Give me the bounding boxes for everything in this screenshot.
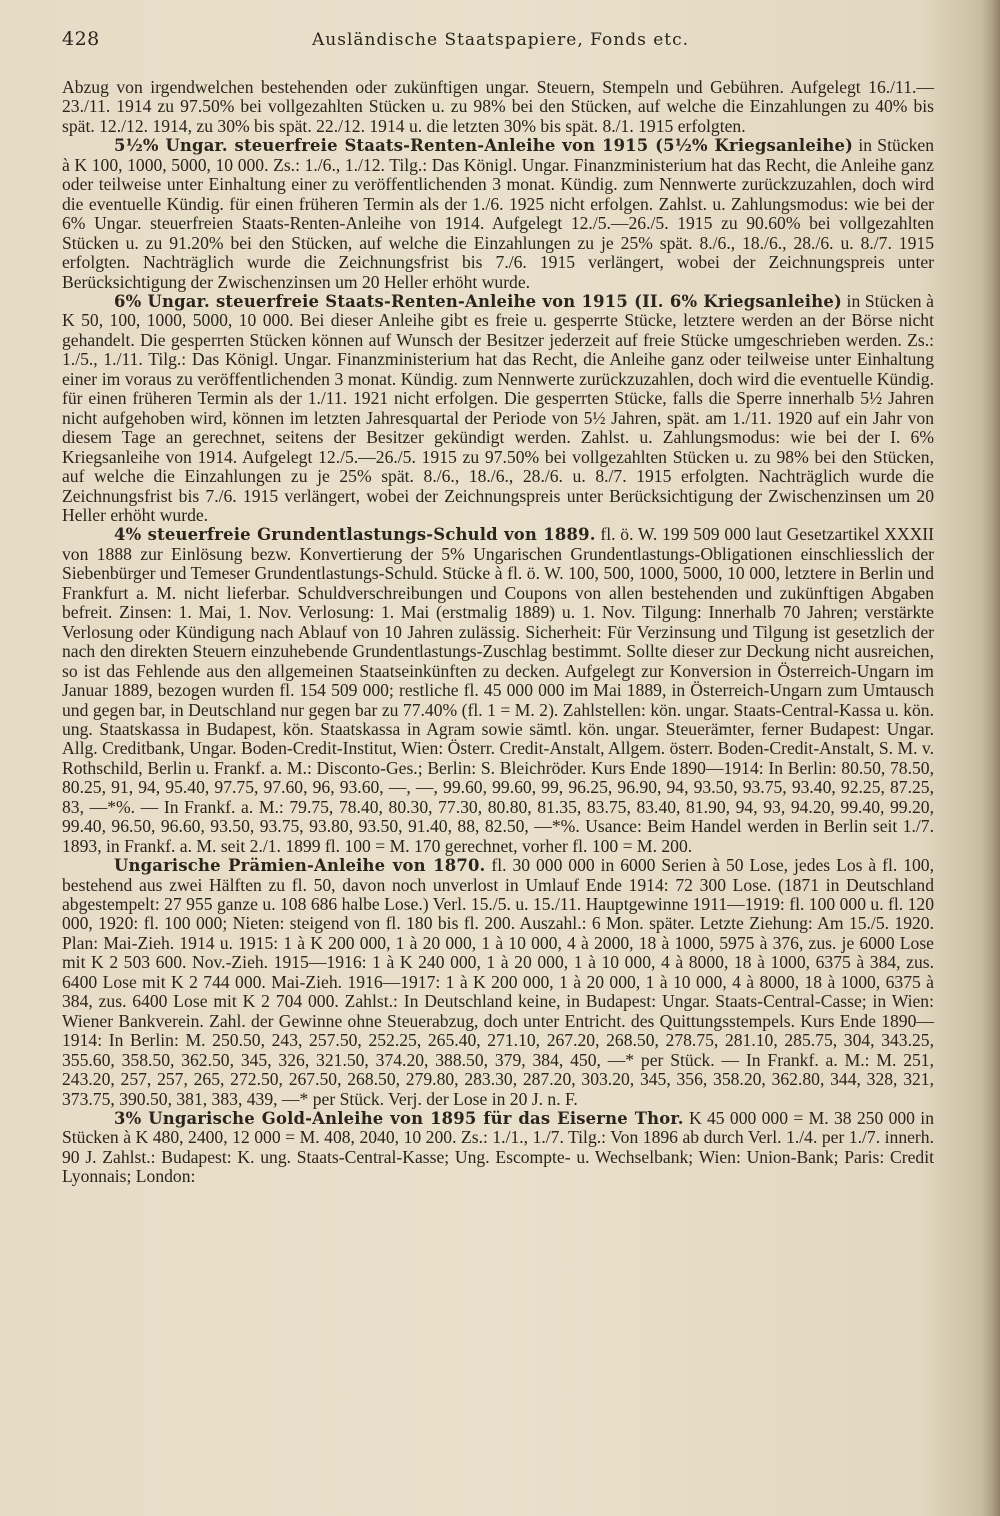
page-body	[62, 78, 934, 1187]
page-number: 428	[62, 28, 100, 50]
entry-heading: 4% steuerfreie Grundentlastungs-Schuld von 1889.	[114, 525, 596, 545]
paragraph-kriegsanleihe-5-5	[62, 136, 934, 292]
paragraph-text: in Stücken à K 50, 100, 1000, 5000, 10 000. Bei dieser Anleihe gibt es freie u. gesperrte Stücke, letztere werden an der Börse nicht gehandelt. Die gesperrten Stücken können auf Wunsch der Besitzer jederzeit auf freie Stücke umgeschrieben werden. Zs.: 1./5., 1./11. Tilg.: Das Königl. Ungar. Finanzministerium hat das Recht, die Anleihe ganz oder teilweise unter Einhaltung einer im voraus zu veröffentlichenden 3 monat. Kündig. zum Nennwerte zurückzuzahlen, doch wird die eventuelle Kündig. für einen früheren Termin als der 1./11. 1921 nicht erfolgen. Die gesperrten Stücke, falls die Sperre innerhalb 5½ Jahren nicht aufgehoben wird, können im letzten Jahresquartal der Periode von 5½ Jahren, spät. am 1./11. 1920 auf ein Jahr von diesem Tage an gerechnet, seitens der Besitzer gekündigt werden. Zahlst. u. Zahlungsmodus: wie bei der I. 6% Kriegsanleihe von 1914. Aufgelegt 12./5.—26./5. 1915 zu 97.50% bei vollgezahlten Stücken u. zu 98% bei den Stücken, auf welche die Einzahlungen zu je 25% spät. 8./6., 18./6., 28./6. u. 8./7. 1915 erfolgten. Nachträglich wurde die Zeichnungsfrist bis 7./6. 1915 verlängert, wobei der Zeichnungspreis unter Berücksichtigung der Zwischenzinsen um 20 Heller erhöht wurde.	[62, 290, 934, 525]
entry-heading: 5½% Ungar. steuerfreie Staats-Renten-Anleihe von 1915 (5½% Kriegsanleihe)	[114, 136, 854, 156]
paragraph-continuation	[62, 78, 934, 136]
paragraph-gold-anleihe	[62, 1109, 934, 1187]
entry-heading: 6% Ungar. steuerfreie Staats-Renten-Anleihe von 1915 (II. 6% Kriegsanleihe)	[114, 291, 842, 311]
page-header	[62, 28, 934, 58]
paragraph-text: in Stücken à K 100, 1000, 5000, 10 000. Zs.: 1./6., 1./12. Tilg.: Das Königl. Ungar. Finanzministerium hat das Recht, die Anleihe ganz oder teilweise unter Einhaltung einer zu veröffentlichenden 3 monat. Kündig. zum Nennwerte zurückzuzahlen, doch wird die eventuelle Kündig. für einen früheren Termin als der 1./6. 1925 nicht erfolgen. Zahlst. u. Zahlungsmodus: wie bei der 6% Ungar. steuerfreien Staats-Renten-Anleihe von 1914. Aufgelegt 12./5.—26./5. 1915 zu 90.60% bei vollgezahlten Stücken u. zu 91.20% bei den Stücken, auf welche die Einzahlungen zu je 25% spät. 8./6., 18./6., 28./6. u. 8./7. 1915 erfolgten. Nachträglich wurde die Zeichnungsfrist bis 7./6. 1915 verlängert, wobei der Zeichnungspreis unter Berücksichtigung der Zwischenzinsen um 20 Heller erhöht wurde.	[62, 135, 934, 292]
paragraph-text: K 45 000 000 = M. 38 250 000 in Stücken à K 480, 2400, 12 000 = M. 408, 2040, 10 200. Zs.: 1./1., 1./7. Tilg.: Von 1896 ab durch Verl. 1./4. per 1./7. innerh. 90 J. Zahlst.: Budapest: K. ung. Staats-Central-Kasse; Ung. Escompte- u. Wechselbank; Wien: Union-Bank; Paris: Credit Lyonnais; London:	[62, 1108, 934, 1187]
page-gutter-shadow	[982, 0, 1000, 1516]
paragraph-text: fl. 30 000 000 in 6000 Serien à 50 Lose, jedes Los à fl. 100, bestehend aus zwei Hälften zu fl. 50, davon noch unverlost in Umlauf Ende 1914: 72 300 Lose. (1871 in Deutschland abgestempelt: 27 955 ganze u. 108 686 halbe Lose.) Verl. 15./5. u. 15./11. Hauptgewinne 1911—1919: fl. 100 000 u. fl. 120 000, 1920: fl. 100 000; Nieten: steigend von fl. 180 bis fl. 200. Auszahl.: 6 Mon. später. Letzte Ziehung: Am 15./5. 1920. Plan: Mai-Zieh. 1914 u. 1915: 1 à K 200 000, 1 à 20 000, 1 à 10 000, 4 à 2000, 18 à 1000, 5975 à 376, zus. je 6000 Lose mit K 2 503 600. Nov.-Zieh. 1915—1916: 1 à K 240 000, 1 à 20 000, 1 à 10 000, 4 à 8000, 18 à 1000, 6375 à 384, zus. 6400 Lose mit K 2 744 000. Mai-Zieh. 1916—1917: 1 à K 200 000, 1 à 20 000, 1 à 10 000, 4 à 8000, 18 à 1000, 6375 à 384, zus. 6400 Lose mit K 2 704 000. Zahlst.: In Deutschland keine, in Budapest: Ungar. Staats-Central-Casse; in Wien: Wiener Bankverein. Zahl. der Gewinne ohne Steuerabzug, doch unter Entricht. des Quittungsstempels. Kurs Ende 1890—1914: In Berlin: M. 250.50, 243, 257.50, 252.25, 265.40, 271.10, 267.20, 268.50, 278.75, 281.10, 285.75, 304, 343.25, 355.60, 358.50, 362.50, 345, 326, 321.50, 374.20, 388.50, 379, 384, 450, —* per Stück. — In Frankf. a. M.: M. 251, 243.20, 257, 257, 265, 272.50, 267.50, 268.50, 279.80, 283.30, 287.20, 303.20, 345, 356, 358.20, 362.80, 344, 328, 321, 373.75, 390.50, 381, 383, 439, —* per Stück. Verj. der Lose in 20 J. n. F.	[62, 855, 934, 1109]
running-title: Ausländische Staatspapiere, Fonds etc.	[312, 30, 690, 50]
paragraph-praemien-anleihe	[62, 856, 934, 1109]
paragraph-kriegsanleihe-6	[62, 292, 934, 525]
paragraph-grundentlastung	[62, 525, 934, 856]
paragraph-text: fl. ö. W. 199 509 000 laut Gesetzartikel XXXII von 1888 zur Einlösung bezw. Konvertierung der 5% Ungarischen Grundentlastungs-Obligationen einschliesslich der Siebenbürger und Temeser Grundentlastungs-Schuld. Stücke à fl. ö. W. 100, 500, 1000, 5000, 10 000, letztere in Berlin und Frankfurt a. M. nicht lieferbar. Schuldverschreibungen und Coupons von allen bestehenden und zukünftigen Abgaben befreit. Zinsen: 1. Mai, 1. Nov. Verlosung: 1. Mai (erstmalig 1889) u. 1. Nov. Tilgung: Innerhalb 70 Jahren; verstärkte Verlosung oder Kündigung nach Ablauf von 10 Jahren zulässig. Sicherheit: Für Verzinsung und Tilgung ist gesetzlich der nach den direkten Steuern einzuhebende Grundentlastungs-Zuschlag bestimmt. Sollte dieser zur Deckung nicht ausreichen, so ist das Fehlende aus den allgemeinen Staatseinkünften zu decken. Aufgelegt zur Konversion in Österreich-Ungarn im Januar 1889, bezogen wurden fl. 154 509 000; restliche fl. 45 000 000 im Mai 1889, in Österreich-Ungarn zum Umtausch und gegen bar, in Deutschland nur gegen bar zu 77.40% (fl. 1 = M. 2). Zahlstellen: kön. ungar. Staats-Central-Kassa u. kön. ung. Staatskassa in Budapest, kön. Staatskassa in Agram sowie sämtl. kön. ungar. Steuerämter, ferner Budapest: Ungar. Allg. Creditbank, Ungar. Boden-Credit-Institut, Wien: Österr. Credit-Anstalt, Allgem. österr. Boden-Credit-Anstalt, S. M. v. Rothschild, Berlin u. Frankf. a. M.: Disconto-Ges.; Berlin: S. Bleichröder. Kurs Ende 1890—1914: In Berlin: 80.50, 78.50, 80.25, 91, 94, 95.40, 97.75, 97.60, 96, 93.60, —, —, 99.60, 99.60, 99, 96.25, 96.90, 94, 93.50, 93.75, 93.40, 92.25, 87.25, 83, —*%. — In Frankf. a. M.: 79.75, 78.40, 80.30, 77.30, 80.80, 81.35, 83.75, 83.40, 81.90, 94, 93, 94.20, 99.40, 99.20, 99.40, 96.50, 96.60, 93.50, 93.75, 93.80, 93.50, 91.40, 88, 82.50, —*%. Usance: Beim Handel werden in Berlin seit 1./7. 1893, in Frankf. a. M. seit 2./1. 1899 fl. 100 = M. 170 gerechnet, vorher fl. 100 = M. 200.	[62, 524, 934, 856]
entry-heading: 3% Ungarische Gold-Anleihe von 1895 für das Eiserne Thor.	[114, 1109, 684, 1129]
paragraph-text: Abzug von irgendwelchen bestehenden oder zukünftigen ungar. Steuern, Stempeln und Gebühren. Aufgelegt 16./11.—23./11. 1914 zu 97.50% bei vollgezahlten Stücken u. zu 98% bei den Stücken, auf welche die Einzahlungen zu 40% bis spät. 12./12. 1914, zu 30% bis spät. 22./12. 1914 u. die letzten 30% bis spät. 8./1. 1915 erfolgten.	[62, 77, 934, 136]
entry-heading: Ungarische Prämien-Anleihe von 1870.	[114, 856, 486, 876]
